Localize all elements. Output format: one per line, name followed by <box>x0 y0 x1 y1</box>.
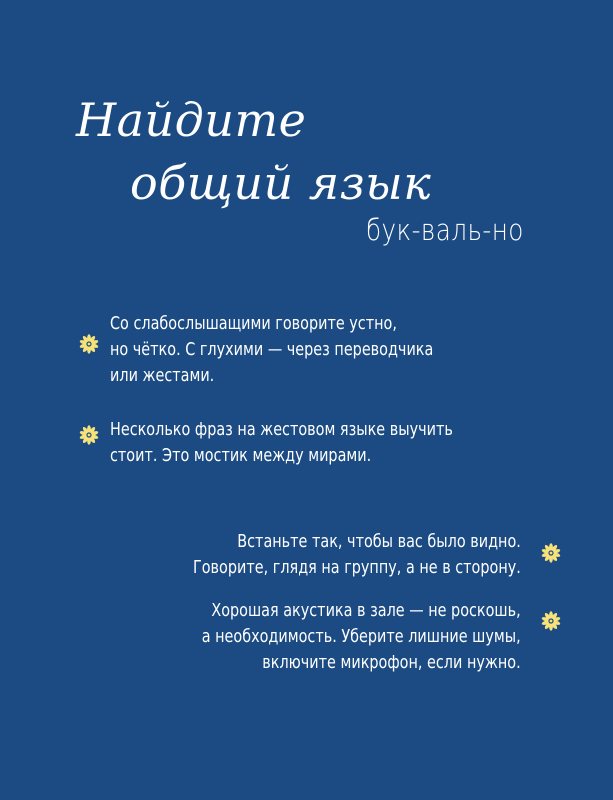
tip-1-line-3: или жестами. <box>110 365 215 386</box>
tip-3 <box>193 529 521 581</box>
tip-4-line-2: а необходимость. Уберите лишние шумы, <box>202 626 521 647</box>
tip-2-line-2: стоит. Это мостик между мирами. <box>110 445 372 466</box>
tip-3-line-2: Говорите, глядя на группу, а не в сторону. <box>193 557 521 578</box>
tip-4-line-1: Хорошая акустика в зале — не роскошь, <box>211 600 521 621</box>
title-line-2: общий язык <box>130 156 432 210</box>
flower-icon <box>541 611 561 631</box>
tip-2 <box>110 417 453 469</box>
tip-1-line-1: Со слабослышащими говорите устно, <box>110 313 397 334</box>
flower-icon <box>541 543 561 563</box>
subtitle: бук-валь-но <box>366 213 524 247</box>
tip-4 <box>202 598 521 676</box>
tip-3-line-1: Встаньте так, чтобы вас было видно. <box>237 531 521 552</box>
tip-2-line-1: Несколько фраз на жестовом языке выучить <box>110 419 453 440</box>
tip-1 <box>110 311 433 389</box>
flower-icon <box>79 334 99 354</box>
tip-1-line-2: но чётко. С глухими — через переводчика <box>110 339 434 360</box>
flower-icon <box>79 425 99 445</box>
tip-4-line-3: включите микрофон, если нужно. <box>262 652 521 673</box>
title-line-1: Найдите <box>76 93 307 147</box>
